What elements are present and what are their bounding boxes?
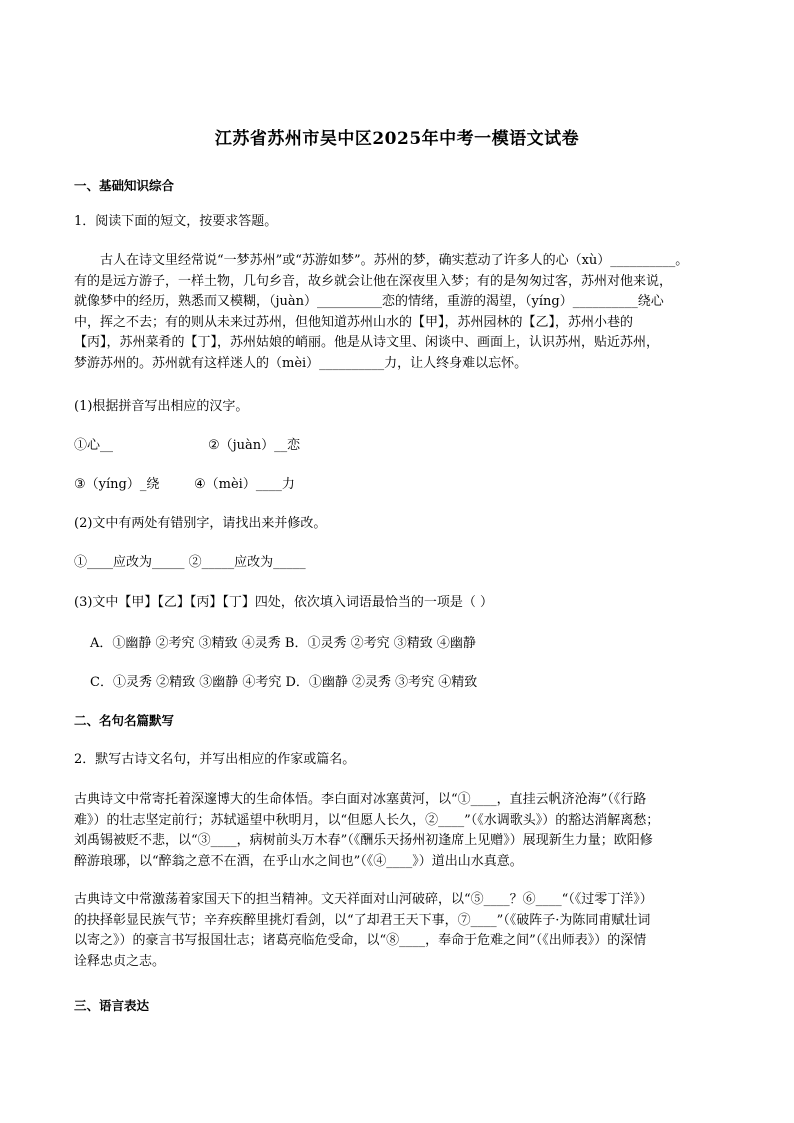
section-heading-2: 二、名句名篇默写 <box>74 713 175 728</box>
question-1-part-2: (2)文中有两处有错别字，请找出来并修改。 <box>74 516 327 531</box>
poetry-line: 诠释忠贞之志。 <box>74 953 166 969</box>
passage-line: 就像梦中的经历，熟悉而又模糊，（juàn）__________恋的情绪，重游的渴望，（yíng）__________绕心 <box>74 294 664 310</box>
options-a-b[interactable]: A．①幽静 ②考究 ③精致 ④灵秀 B．①灵秀 ②考究 ③精致 ④幽静 <box>90 636 476 651</box>
correction-blanks[interactable]: ①____应改为_____ ②_____应改为_____ <box>74 555 306 570</box>
passage-line: 梦游苏州的。苏州就有这样迷人的（mèi）__________力，让人终身难以忘怀。 <box>74 355 528 371</box>
options-c-d[interactable]: C．①灵秀 ②精致 ③幽静 ④考究 D．①幽静 ②灵秀 ③考究 ④精致 <box>90 675 478 690</box>
passage-block <box>74 251 734 375</box>
poetry-paragraph-1 <box>74 790 734 872</box>
answer-blank-3[interactable]: ③（yíng）_绕 <box>74 477 160 492</box>
poetry-paragraph-2 <box>74 890 734 972</box>
answer-blank-4[interactable]: ④（mèi）____力 <box>194 477 295 492</box>
answer-blank-2[interactable]: ②（juàn）__恋 <box>208 438 301 453</box>
question-1-part-3: (3)文中【甲】【乙】【丙】【丁】四处，依次填入词语最恰当的一项是（ ） <box>74 595 494 610</box>
poetry-line: 古典诗文中常寄托着深邃博大的生命体悟。李白面对冰塞黄河，以“①____，直挂云帆济沧海”（《行路 <box>74 792 647 807</box>
question-2-stem: 2．默写古诗文名句，并写出相应的作家或篇名。 <box>74 752 356 767</box>
question-1-part-1: (1)根据拼音写出相应的汉字。 <box>74 399 249 414</box>
section-heading-1: 一、基础知识综合 <box>74 178 175 193</box>
passage-line: 有的是远方游子，一样土物，几句乡音，故乡就会让他在深夜里入梦；有的是匆匆过客，苏州对他来说， <box>74 273 673 289</box>
poetry-line: 的抉择彰显民族气节；辛弃疾醉里挑灯看剑，以“了却君王天下事，⑦____”（《破阵子·为陈同甫赋壮词 <box>74 912 651 928</box>
passage-line: 【丙】，苏州菜肴的【丁】，苏州姑娘的峭丽。他是从诗文里、闲谈中、画面上，认识苏州，贴近苏州， <box>74 335 660 351</box>
section-heading-3: 三、语言表达 <box>74 998 150 1013</box>
poetry-line: 醉游琅琊，以“醉翁之意不在酒，在乎山水之间也”（《④____》）道出山水真意。 <box>74 853 523 869</box>
poetry-line: 以寄之》）的豪言书写报国壮志；诸葛亮临危受命，以“⑧____，奉命于危难之间”（《出师表》）的深情 <box>74 933 647 949</box>
poetry-line: 刘禹锡被贬不悲，以“③____，病树前头万木春”（《酬乐天扬州初逢席上见赠》）展现新生力量；欧阳修 <box>74 833 653 849</box>
passage-line: 古人在诗文里经常说“一梦苏州”或“苏游如梦”。苏州的梦，确实惹动了许多人的心（xù）__________。 <box>100 253 689 268</box>
page-title: 江苏省苏州市吴中区2025年中考一模语文试卷 <box>214 129 580 149</box>
answer-blank-1[interactable]: ①心__ <box>74 438 114 453</box>
question-1-stem: 1．阅读下面的短文，按要求答题。 <box>74 214 278 229</box>
poetry-line: 古典诗文中常激荡着家国天下的担当精神。文天祥面对山河破碎，以“⑤____？⑥____“（《过零丁洋》） <box>74 892 653 907</box>
passage-line: 中，挥之不去；有的则从未来过苏州，但他知道苏州山水的【甲】，苏州园林的【乙】，苏州小巷的 <box>74 314 634 330</box>
poetry-line: 难》）的壮志坚定前行；苏轼遥望中秋明月，以“但愿人长久，②____”（《水调歌头》）的豁达消解离愁； <box>74 812 660 828</box>
